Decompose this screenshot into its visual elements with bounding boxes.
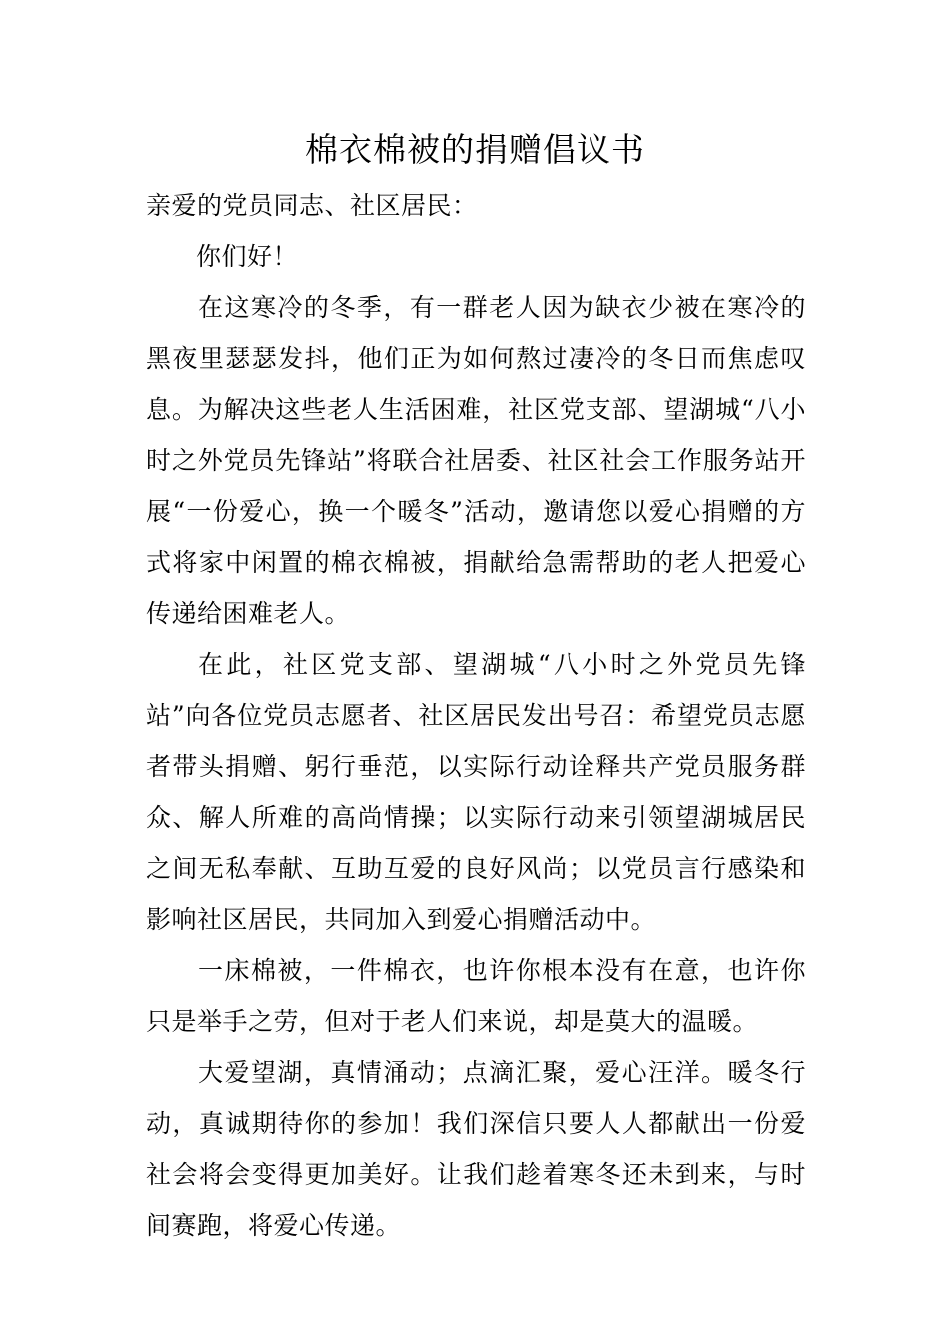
- document-body: [146, 180, 806, 1251]
- document-title: 棉衣棉被的捐赠倡议书: [305, 130, 645, 169]
- paragraph-2: 在此，社区党支部、望湖城“八小时之外党员先锋站”向各位党员志愿者、社区居民发出号召：希望党员志愿者带头捐赠、躬行垂范，以实际行动诠释共产党员服务群众、解人所难的高尚情操；以实际行动来引领望湖城居民之间无私奉献、互助互爱的良好风尚；以党员言行感染和影响社区居民，共同加入到爱心捐赠活动中。: [146, 650, 806, 934]
- paragraph-4: 大爱望湖，真情涌动；点滴汇聚，爱心汪洋。暖冬行动，真诚期待你的参加！我们深信只要人人都献出一份爱社会将会变得更加美好。让我们趁着寒冬还未到来，与时间赛跑，将爱心传递。: [146, 1058, 806, 1240]
- greeting: 你们好！: [196, 242, 299, 271]
- paragraph-1: 在这寒冷的冬季，有一群老人因为缺衣少被在寒冷的黑夜里瑟瑟发抖，他们正为如何熬过凄冷的冬日而焦虑叹息。为解决这些老人生活困难，社区党支部、望湖城“八小时之外党员先锋站”将联合社居委、社区社会工作服务站开展“一份爱心，换一个暖冬”活动，邀请您以爱心捐赠的方式将家中闲置的棉衣棉被，捐献给急需帮助的老人把爱心传递给困难老人。: [146, 293, 806, 628]
- salutation: 亲爱的党员同志、社区居民：: [146, 191, 478, 220]
- paragraph-3: 一床棉被，一件棉衣，也许你根本没有在意，也许你只是举手之劳，但对于老人们来说，却是莫大的温暖。: [146, 956, 806, 1036]
